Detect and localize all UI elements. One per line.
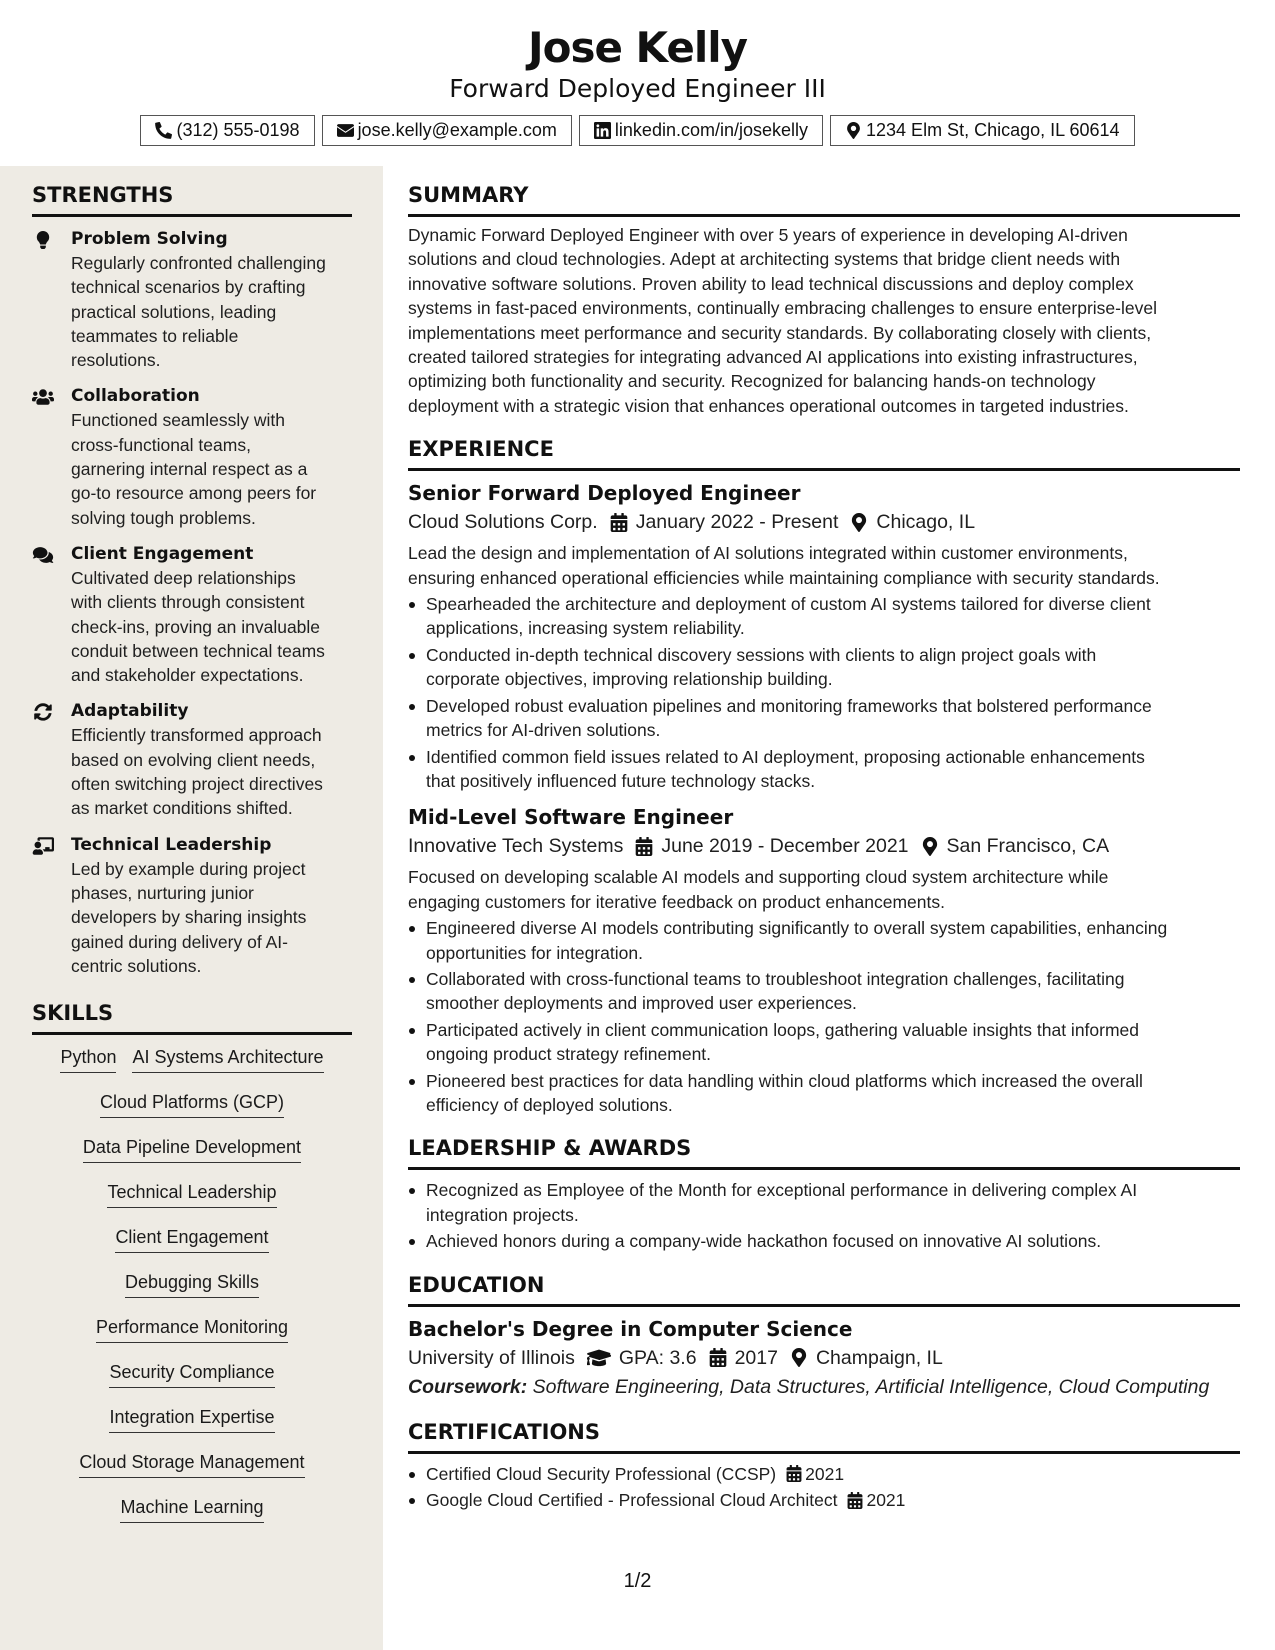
strength-line: garnering internal respect as a	[71, 459, 308, 480]
candidate-title: Forward Deployed Engineer III	[449, 74, 826, 103]
education-divider	[408, 1304, 1240, 1307]
contact-email[interactable]	[322, 115, 572, 146]
summary-line: deployment with a strategic vision that enhances operational outcomes in targeted industries.	[408, 395, 1129, 416]
job-bullet: Developed robust evaluation pipelines and monitoring frameworks that bolstered performance metrics for AI-driven solutions.	[408, 694, 1240, 743]
skill-tag: Data Pipeline Development	[83, 1135, 301, 1163]
calendar-icon	[709, 1348, 727, 1367]
strengths-heading: STRENGTHS	[32, 183, 174, 207]
skill-tag: Python	[60, 1045, 116, 1073]
certifications-divider	[408, 1451, 1240, 1454]
job-entry	[408, 479, 1240, 793]
certification-name: Certified Cloud Security Professional (CCSP)	[426, 1463, 777, 1484]
strength-line: go-to resource among peers for	[71, 483, 317, 504]
strength-adaptability	[32, 699, 352, 820]
strength-line: Efficiently transformed approach	[71, 725, 322, 746]
skills-list	[32, 1045, 352, 1540]
skill-tag: Client Engagement	[115, 1225, 268, 1253]
summary-line: systems in fast-paced environments, continually embracing challenges to ensure enterprise-level	[408, 298, 1157, 319]
summary-line: optimizing both functionality and security. Recognized for balancing hands-on technology	[408, 371, 1096, 392]
summary-line: Dynamic Forward Deployed Engineer with over 5 years of experience in developing AI-driven	[408, 225, 1128, 245]
strength-description	[71, 857, 352, 978]
certification-name: Google Cloud Certified - Professional Cloud Architect	[426, 1490, 838, 1510]
strength-line: often switching project directives	[71, 774, 323, 795]
job-title: Mid-Level Software Engineer	[408, 805, 734, 830]
strength-line: Regularly confronted challenging	[71, 253, 326, 273]
strength-name: Technical Leadership	[71, 834, 272, 855]
skill-tag: AI Systems Architecture	[132, 1045, 323, 1073]
summary-heading: SUMMARY	[408, 183, 529, 207]
certification-item	[408, 1462, 1240, 1486]
strength-line: and stakeholder expectations.	[71, 665, 304, 686]
skill-tag: Debugging Skills	[125, 1270, 259, 1298]
leadership-bullet: Recognized as Employee of the Month for exceptional performance in delivering complex AI integration projects.	[408, 1178, 1240, 1227]
contact-phone[interactable]	[140, 115, 314, 146]
strength-line: developers by sharing insights	[71, 907, 307, 928]
resume-header	[0, 0, 1275, 166]
contact-linkedin[interactable]	[579, 115, 823, 146]
strength-problem-solving	[32, 227, 352, 372]
job-description	[408, 865, 1240, 914]
job-bullet: Conducted in-depth technical discovery sessions with clients to align project goals with corporate objectives, improving relationship building.	[408, 643, 1240, 692]
certification-item	[408, 1488, 1240, 1512]
map-pin-icon	[921, 837, 939, 856]
strength-description	[71, 723, 352, 820]
job-company: Cloud Solutions Corp.	[408, 511, 598, 534]
calendar-icon	[610, 513, 628, 532]
job-bullets	[408, 592, 1240, 793]
job-bullet: Collaborated with cross-functional teams to troubleshoot integration challenges, facilitating smoother deployments and improved user experiences.	[408, 967, 1240, 1016]
main-content	[408, 166, 1240, 1514]
job-description-line: ensuring enhanced operational efficiencies while maintaining compliance with security standards.	[408, 567, 1160, 588]
skills-divider	[32, 1032, 352, 1035]
comments-icon	[32, 546, 54, 564]
strength-line: Cultivated deep relationships	[71, 567, 296, 588]
linkedin-icon	[594, 122, 611, 139]
skill-tag: Cloud Storage Management	[79, 1450, 304, 1478]
summary-line: implementations meet performance and security standards. By collaborating closely with clients,	[408, 322, 1152, 343]
summary-divider	[408, 214, 1240, 217]
envelope-icon	[337, 122, 354, 139]
sidebar	[0, 166, 383, 1650]
sync-icon	[32, 703, 54, 721]
job-title: Senior Forward Deployed Engineer	[408, 481, 801, 506]
education-heading: EDUCATION	[408, 1272, 545, 1297]
skill-tag: Performance Monitoring	[96, 1315, 288, 1343]
certification-year: 2021	[805, 1463, 845, 1484]
job-description	[408, 541, 1240, 590]
strength-name: Problem Solving	[71, 229, 228, 249]
coursework	[408, 1373, 1240, 1401]
candidate-name: Jose Kelly	[527, 23, 748, 72]
coursework-list: Software Engineering, Data Structures, Artificial Intelligence, Cloud Computing	[532, 1375, 1210, 1398]
skill-tag: Cloud Platforms (GCP)	[100, 1090, 284, 1118]
school-name: University of Illinois	[408, 1346, 575, 1369]
contact-phone-text: (312) 555-0198	[176, 120, 300, 140]
strength-line: Led by example during project	[71, 858, 306, 879]
job-dates: January 2022 - Present	[635, 511, 839, 534]
leadership-divider	[408, 1167, 1240, 1170]
strength-line: resolutions.	[71, 350, 161, 371]
graduation-cap-icon	[587, 1348, 611, 1367]
strength-name: Adaptability	[71, 701, 189, 722]
strength-name: Collaboration	[71, 386, 200, 407]
chalkboard-teacher-icon	[32, 837, 54, 855]
job-location: San Francisco, CA	[946, 835, 1110, 858]
job-bullets	[408, 916, 1240, 1117]
gpa: GPA: 3.6	[618, 1346, 697, 1369]
strength-line: gained during delivery of AI-	[71, 931, 288, 952]
experience-heading: EXPERIENCE	[408, 437, 554, 462]
phone-icon	[155, 122, 172, 139]
skill-tag: Integration Expertise	[109, 1405, 274, 1433]
coursework-label: Coursework:	[408, 1375, 528, 1398]
strength-description	[71, 566, 352, 687]
strength-line: based on evolving client needs,	[71, 749, 316, 770]
strength-line: cross-functional teams,	[71, 434, 251, 455]
strength-line: centric solutions.	[71, 955, 202, 976]
strength-collaboration	[32, 384, 352, 529]
contact-email-text: jose.kelly@example.com	[357, 120, 557, 140]
skill-tag: Technical Leadership	[107, 1180, 276, 1208]
graduation-year: 2017	[734, 1346, 778, 1369]
map-pin-icon	[850, 513, 868, 532]
job-description-line: Focused on developing scalable AI models and supporting cloud system architecture while	[408, 867, 1109, 888]
strength-line: with clients through consistent	[71, 592, 305, 613]
certifications-list	[408, 1462, 1240, 1513]
lightbulb-icon	[32, 231, 54, 249]
summary-line: created tailored strategies for integrating advanced AI applications into existing infrastructures,	[408, 347, 1138, 368]
calendar-icon	[786, 1465, 802, 1482]
job-location: Chicago, IL	[876, 511, 976, 534]
strength-description	[71, 251, 352, 372]
contact-bar	[0, 115, 1275, 146]
leadership-heading: LEADERSHIP & AWARDS	[408, 1136, 692, 1161]
job-bullet: Identified common field issues related to AI deployment, proposing actionable enhancements that positively influenced future technology stacks.	[408, 745, 1240, 794]
certification-year: 2021	[866, 1490, 906, 1510]
strength-technical-leadership	[32, 833, 352, 978]
education-meta	[408, 1343, 1240, 1373]
leadership-bullets	[408, 1178, 1240, 1253]
strength-line: solving tough problems.	[71, 507, 256, 528]
calendar-icon	[635, 837, 653, 856]
job-bullet: Pioneered best practices for data handling within cloud platforms which increased the overall efficiency of deployed solutions.	[408, 1069, 1240, 1118]
job-company: Innovative Tech Systems	[408, 835, 624, 858]
skill-tag: Machine Learning	[120, 1495, 263, 1523]
job-entry	[408, 803, 1240, 1117]
experience-divider	[408, 468, 1240, 471]
strength-line: practical solutions, leading	[71, 301, 277, 322]
strength-line: as market conditions shifted.	[71, 798, 293, 819]
certifications-heading: CERTIFICATIONS	[408, 1419, 601, 1444]
education-entry	[408, 1315, 1240, 1401]
job-bullet: Participated actively in client communication loops, gathering valuable insights that informed ongoing product strategy refinement.	[408, 1018, 1240, 1067]
job-bullet: Spearheaded the architecture and deployment of custom AI systems tailored for diverse client applications, increasing system reliability.	[408, 592, 1240, 641]
degree-title: Bachelor's Degree in Computer Science	[408, 1316, 853, 1341]
strength-description	[71, 408, 352, 529]
users-icon	[32, 388, 54, 406]
job-description-line: engaging customers for iterative feedback on product enhancements.	[408, 891, 945, 912]
strength-line: teammates to reliable	[71, 325, 239, 346]
page-number: 1/2	[623, 1570, 652, 1592]
map-pin-icon	[845, 122, 862, 139]
school-location: Champaign, IL	[815, 1346, 943, 1369]
strength-name: Client Engagement	[71, 543, 254, 564]
strength-line: technical scenarios by crafting	[71, 277, 306, 298]
strength-client-engagement	[32, 542, 352, 687]
strengths-divider	[32, 214, 352, 217]
job-meta	[408, 507, 1240, 537]
job-description-line: Lead the design and implementation of AI solutions integrated within customer environments,	[408, 543, 1128, 564]
contact-address[interactable]	[830, 115, 1135, 146]
contact-linkedin-text: linkedin.com/in/josekelly	[614, 120, 809, 140]
calendar-icon	[847, 1492, 863, 1509]
skill-tag: Security Compliance	[109, 1360, 274, 1388]
strength-line: phases, nurturing junior	[71, 882, 254, 903]
skills-heading: SKILLS	[32, 1001, 114, 1026]
contact-address-text: 1234 Elm St, Chicago, IL 60614	[866, 120, 1120, 140]
summary-line: solutions and cloud technologies. Adept at architecting systems that bridge client needs with	[408, 249, 1121, 270]
job-meta	[408, 831, 1240, 861]
leadership-bullet: Achieved honors during a company-wide hackathon focused on innovative AI solutions.	[408, 1229, 1240, 1253]
summary-text	[408, 223, 1240, 418]
strength-line: conduit between technical teams	[71, 640, 325, 661]
strength-line: check-ins, proving an invaluable	[71, 616, 321, 637]
strength-line: Functioned seamlessly with	[71, 410, 285, 431]
map-pin-icon	[790, 1348, 808, 1367]
job-bullet: Engineered diverse AI models contributing significantly to overall system capabilities, enhancing opportunities for integration.	[408, 916, 1240, 965]
summary-line: innovative software solutions. Proven ability to lead technical discussions and deploy complex	[408, 273, 1134, 294]
job-dates: June 2019 - December 2021	[661, 835, 909, 858]
